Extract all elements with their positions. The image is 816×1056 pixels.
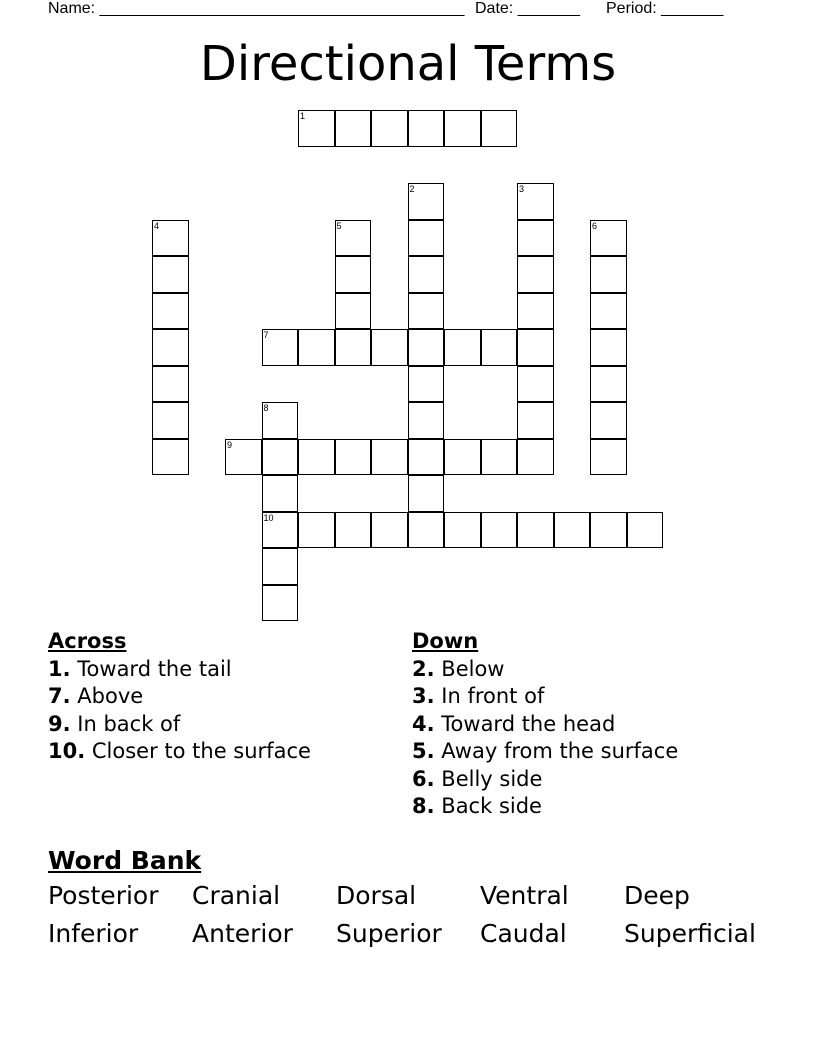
- crossword-cell[interactable]: [152, 366, 189, 403]
- crossword-cell[interactable]: [262, 512, 299, 549]
- page-title: Directional Terms: [199, 36, 617, 92]
- crossword-cell[interactable]: [225, 439, 262, 476]
- crossword-cell[interactable]: [335, 512, 372, 549]
- crossword-cell[interactable]: [335, 220, 372, 257]
- word-bank-word: Caudal: [480, 919, 567, 948]
- word-bank-word: Inferior: [48, 919, 139, 948]
- word-bank-word: Anterior: [192, 919, 293, 948]
- crossword-cell[interactable]: [590, 329, 627, 366]
- crossword-cell[interactable]: [335, 110, 372, 147]
- crossword-cell[interactable]: [262, 585, 299, 622]
- across-clues: [48, 628, 311, 766]
- crossword-cell[interactable]: [590, 512, 627, 549]
- across-clue: 1. Toward the tail: [48, 656, 232, 681]
- crossword-cell[interactable]: [152, 256, 189, 293]
- crossword-cell[interactable]: [298, 110, 335, 147]
- clue-number: 1: [300, 111, 306, 121]
- crossword-cell[interactable]: [408, 220, 445, 257]
- down-clue: 2. Below: [412, 656, 505, 681]
- crossword-cell[interactable]: [152, 439, 189, 476]
- crossword-cell[interactable]: [298, 439, 335, 476]
- word-bank-word: Deep: [624, 881, 690, 910]
- across-clue: 10. Closer to the surface: [48, 739, 311, 763]
- crossword-cell[interactable]: [517, 220, 554, 257]
- crossword-cell[interactable]: [590, 366, 627, 403]
- crossword-cell[interactable]: [444, 110, 481, 147]
- crossword-cell[interactable]: [371, 110, 408, 147]
- word-bank-row: [48, 877, 768, 915]
- crossword-cell[interactable]: [262, 439, 299, 476]
- crossword-cell[interactable]: [408, 329, 445, 366]
- crossword-cell[interactable]: [152, 402, 189, 439]
- crossword-cell[interactable]: [298, 512, 335, 549]
- crossword-cell[interactable]: [298, 329, 335, 366]
- crossword-cell[interactable]: [262, 548, 299, 585]
- word-bank-word: Superior: [336, 919, 442, 948]
- crossword-cell[interactable]: [371, 329, 408, 366]
- down-clue: 5. Away from the surface: [412, 739, 679, 763]
- crossword-cell[interactable]: [371, 439, 408, 476]
- period-field[interactable]: Period: _______: [606, 0, 724, 17]
- crossword-cell[interactable]: [627, 512, 664, 549]
- clue-number: 2: [409, 184, 415, 194]
- crossword-cell[interactable]: [517, 183, 554, 220]
- crossword-cell[interactable]: [152, 329, 189, 366]
- crossword-cell[interactable]: [335, 439, 372, 476]
- crossword-cell[interactable]: [481, 512, 518, 549]
- crossword-cell[interactable]: [408, 475, 445, 512]
- crossword-cell[interactable]: [408, 256, 445, 293]
- word-bank-word: Cranial: [192, 881, 281, 910]
- crossword-cell[interactable]: [262, 329, 299, 366]
- crossword-cell[interactable]: [444, 329, 481, 366]
- crossword-cell[interactable]: [262, 402, 299, 439]
- across-clue: 7. Above: [48, 684, 144, 708]
- crossword-cell[interactable]: [590, 439, 627, 476]
- word-bank-word: Dorsal: [336, 881, 417, 910]
- crossword-cell[interactable]: [408, 512, 445, 549]
- crossword-cell[interactable]: [408, 402, 445, 439]
- crossword-cell[interactable]: [517, 293, 554, 330]
- crossword-cell[interactable]: [517, 256, 554, 293]
- crossword-cell[interactable]: [554, 512, 591, 549]
- clue-number: 3: [519, 184, 525, 194]
- crossword-cell[interactable]: [408, 366, 445, 403]
- crossword-cell[interactable]: [408, 439, 445, 476]
- crossword-cell[interactable]: [152, 293, 189, 330]
- crossword-cell[interactable]: [590, 220, 627, 257]
- crossword-cell[interactable]: [517, 329, 554, 366]
- down-clue: 4. Toward the head: [412, 711, 616, 736]
- word-bank-word: Posterior: [48, 881, 159, 910]
- clue-number: 8: [263, 403, 269, 413]
- across-heading: Across: [48, 629, 127, 653]
- down-clue: 6. Belly side: [412, 766, 543, 791]
- crossword-cell[interactable]: [590, 293, 627, 330]
- word-bank-heading: Word Bank: [48, 846, 202, 875]
- word-bank-word: Ventral: [480, 881, 569, 910]
- date-field[interactable]: Date: _______: [475, 0, 580, 17]
- crossword-cell[interactable]: [590, 402, 627, 439]
- name-field[interactable]: Name: _________________________________________: [48, 0, 465, 17]
- crossword-cell[interactable]: [408, 110, 445, 147]
- crossword-cell[interactable]: [517, 366, 554, 403]
- crossword-cell[interactable]: [590, 256, 627, 293]
- clue-number: 7: [263, 330, 269, 340]
- down-clue: 3. In front of: [412, 684, 545, 708]
- crossword-cell[interactable]: [408, 293, 445, 330]
- crossword-cell[interactable]: [517, 402, 554, 439]
- word-bank: [48, 845, 768, 953]
- clue-number: 10: [263, 512, 274, 523]
- crossword-cell[interactable]: [481, 110, 518, 147]
- down-clues: [412, 628, 678, 821]
- crossword-cell[interactable]: [444, 439, 481, 476]
- crossword-cell[interactable]: [517, 512, 554, 549]
- crossword-cell[interactable]: [481, 439, 518, 476]
- crossword-cell[interactable]: [152, 220, 189, 257]
- crossword-cell[interactable]: [335, 329, 372, 366]
- word-bank-row: [48, 915, 768, 953]
- crossword-cell[interactable]: [517, 439, 554, 476]
- crossword-cell[interactable]: [444, 512, 481, 549]
- down-heading: Down: [412, 629, 479, 653]
- down-clue: 8. Back side: [412, 794, 542, 818]
- crossword-cell[interactable]: [335, 256, 372, 293]
- crossword-cell[interactable]: [371, 512, 408, 549]
- crossword-cell[interactable]: [262, 475, 299, 512]
- crossword-cell[interactable]: [408, 183, 445, 220]
- word-bank-word: Superficial: [624, 919, 756, 948]
- crossword-cell[interactable]: [335, 293, 372, 330]
- crossword-cell[interactable]: [481, 329, 518, 366]
- clue-number: 5: [336, 220, 342, 231]
- clue-number: 4: [154, 220, 160, 231]
- clue-number: 6: [592, 220, 598, 231]
- clue-number: 9: [227, 439, 233, 450]
- across-clue: 9. In back of: [48, 711, 181, 736]
